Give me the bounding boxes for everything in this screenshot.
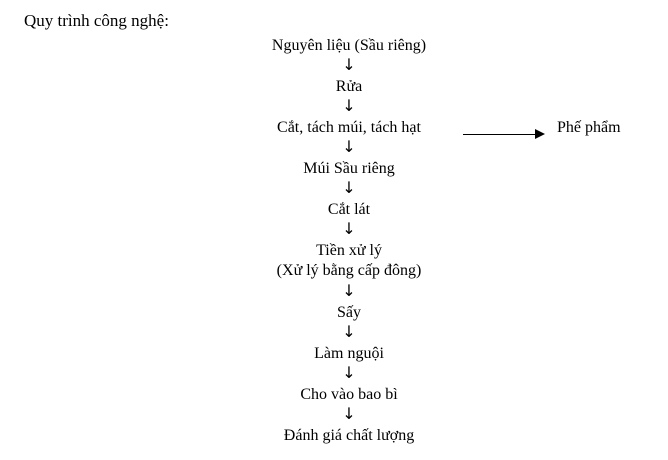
down-arrow-icon: ↓: [342, 281, 356, 300]
down-arrow-icon: ↓: [342, 219, 356, 238]
down-arrow-icon: ↓: [342, 55, 356, 74]
side-arrow-line: [463, 134, 543, 135]
diagram-heading: Quy trình công nghệ:: [24, 11, 169, 30]
down-arrow-icon: ↓: [342, 96, 356, 115]
step-pretreatment: Tiền xử lý: [316, 242, 382, 259]
down-arrow-icon: ↓: [342, 404, 356, 423]
down-arrow-icon: ↓: [342, 178, 356, 197]
step-cool: Làm nguội: [314, 345, 384, 362]
step-durian-segments: Múi Sầu riêng: [303, 160, 395, 177]
right-arrow-icon: [535, 129, 545, 139]
step-quality-check: Đánh giá chất lượng: [283, 427, 415, 444]
step-slice: Cắt lát: [327, 201, 371, 218]
step-cut-separate: Cắt, tách múi, tách hạt: [277, 119, 421, 136]
side-output-label: Phế phẩm: [557, 119, 621, 136]
step-pretreatment-note: (Xử lý bằng cấp đông): [276, 262, 422, 279]
down-arrow-icon: ↓: [342, 137, 356, 156]
step-package: Cho vào bao bì: [300, 386, 398, 403]
down-arrow-icon: ↓: [342, 322, 356, 341]
step-dry: Sấy: [337, 304, 361, 321]
down-arrow-icon: ↓: [342, 363, 356, 382]
step-raw-material: Nguyên liệu (Sầu riêng): [271, 37, 427, 54]
step-wash: Rửa: [335, 78, 363, 95]
